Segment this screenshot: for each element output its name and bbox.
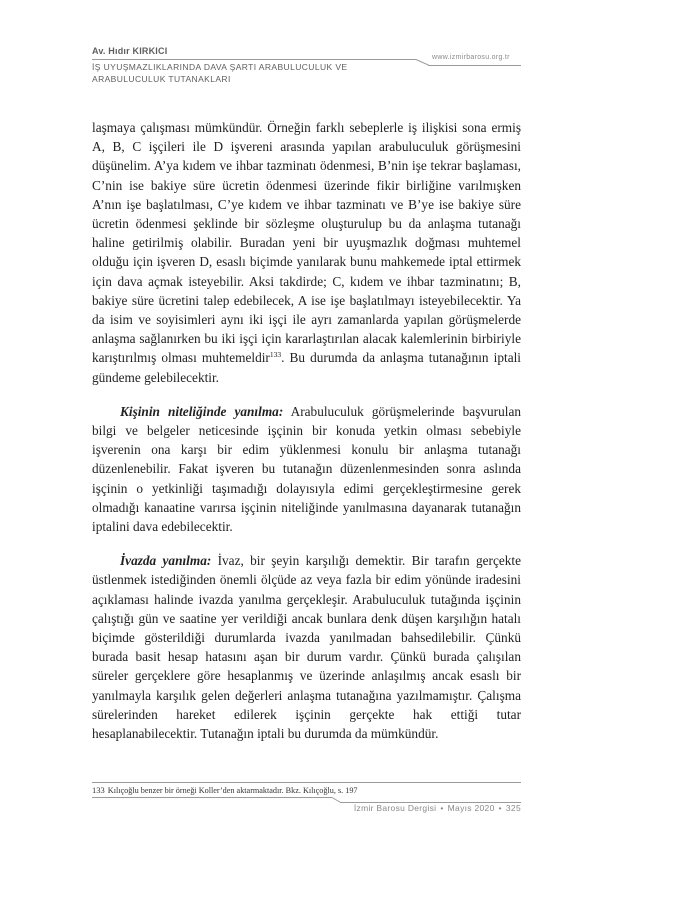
footer-rule — [92, 797, 332, 798]
paragraph-3-heading: İvazda yanılma: — [120, 553, 212, 569]
footnote-reference: 133 — [269, 350, 282, 360]
header-author: Av. Hıdır KIRKICI — [92, 46, 168, 56]
footnote-text: Kılıçoğlu benzer bir örneği Koller’den aktarmaktadır. Bkz. Kılıçoğlu, s. 197 — [107, 786, 358, 795]
footnote-rule — [92, 782, 521, 783]
paragraph-1-text: laşmaya çalışması mümkündür. Örneğin farklı sebeplerle iş ilişkisi sona ermiş A, B, C işçileri ile D işvereni arasında yapılan arabuluculuk görüşmesini düşünelim. A’ya kıdem ve ihbar tazminatı ödenmesi, B’nin işe tekrar başlaması, C’nin ise bakiye süre ücretin ödenmesi üzerinde fikir birliğine varılmışken A’nın işe başlatılması, C’ye kıdem ve ihbar tazminatı ve B’ye ise bakiye süre ücretin ödenmesi şeklinde bir sözleşme oluşturulup bu da anlaşma tutanağı haline getirilmiş olabilir. Buradan yeni bir uyuşmazlık doğması muhtemel olduğu için işveren D, esaslı biçimde yanılarak bunu mahkemede iptal ettirmek için dava açmak isteyebilir. Aksi takdirde; C, kıdem ve ihbar tazminatını; B, bakiye süre ücretini talep edebilecek, A ise işe başlatılmayı isteyebilecektir. Ya da isim ve soyisimleri aynı iki işçi ile ayrı zamanlarda yapılan görüşmelerde anlaşma sağlanırken bu iki işçi için kararlaştırılan alacak kalemlerinin birbiriyle karıştırılmış olması muhtemeldir — [92, 120, 521, 366]
paragraph-1 — [92, 118, 521, 387]
paragraph-2-heading: Kişinin niteliğinde yanılma: — [120, 403, 284, 419]
paragraph-1-tail: . Bu durumda da anlaşma tutanağının iptali gündeme gelebilecektir. — [92, 350, 521, 385]
footer-date: Mayıs 2020 — [447, 803, 495, 813]
paragraph-3 — [92, 551, 521, 743]
header-article-title — [92, 62, 412, 85]
page-number: 325 — [505, 803, 521, 813]
header-rule-bend — [416, 59, 429, 66]
paragraph-2 — [92, 402, 521, 536]
body-text — [92, 118, 521, 743]
footnote — [92, 785, 521, 796]
footnote-number: 133 — [92, 785, 105, 795]
header-website: www.izmirbarosu.org.tr — [432, 54, 510, 61]
header-rule-right — [428, 65, 521, 66]
footer-separator-2: • — [498, 803, 502, 813]
footer-separator-1: • — [440, 803, 444, 813]
paragraph-3-text: İvaz, bir şeyin karşılığı demektir. Bir tarafın gerçekte üstlenmek istediğinden önemli ölçüde az veya fazla bir edim yönünde iradesini açıklaması halinde ivazda yanılma gerçekleşir. Arabuluculuk tutağında işçinin çalıştığı gün ve saatine yer verildiği ancak bunlara denk düşen karşılığın hatalı biçimde gösterildiği durumlarda ivazda yanılmadan bahsedilebilir. Çünkü burada basit hesap hatasını aşan bir durum vardır. Çünkü burada çalışılan süreler gerçeklere göre hesaplanmış ve üzerinde anlaşılmış ancak esaslı bir yanılmayla karşılık gelen değerleri anlaşma tutanağına yazılmamıştır. Çalışma sürelerinden hareket edilerek işçinin gerçekte hak ettiği tutar hesaplanabilecektir. Tutanağın iptali bu durumda da mümkündür. — [92, 553, 522, 742]
footer-journal: İzmir Barosu Dergisi — [353, 803, 437, 813]
paragraph-2-text: Arabuluculuk görüşmelerinde başvurulan bilgi ve belgeler neticesinde işçinin bir konuda yetkin olması sebebiyle işverenin ona karşı bir edim yüklenmesi konulu bir anlaşma tutanağı düzenlenebilir. Fakat işveren bu tutanağın düzenlenmesinden sonra aslında işçinin o yetkinliği taşımadığı dolayısıyla edimi gerçekleştirmesine gerek olmadığı kanaatine varırsa işçinin niteliğinde yanılmasına dayanarak tutanağın iptalini dava edebilecektir. — [92, 403, 521, 535]
header-title-line-2: ARABULUCULUK TUTANAKLARI — [92, 73, 231, 84]
page-footer — [354, 803, 521, 813]
header-title-line-1: İŞ UYUŞMAZLIKLARINDA DAVA ŞARTI ARABULUCULUK VE — [92, 62, 348, 72]
header-rule — [92, 59, 416, 60]
